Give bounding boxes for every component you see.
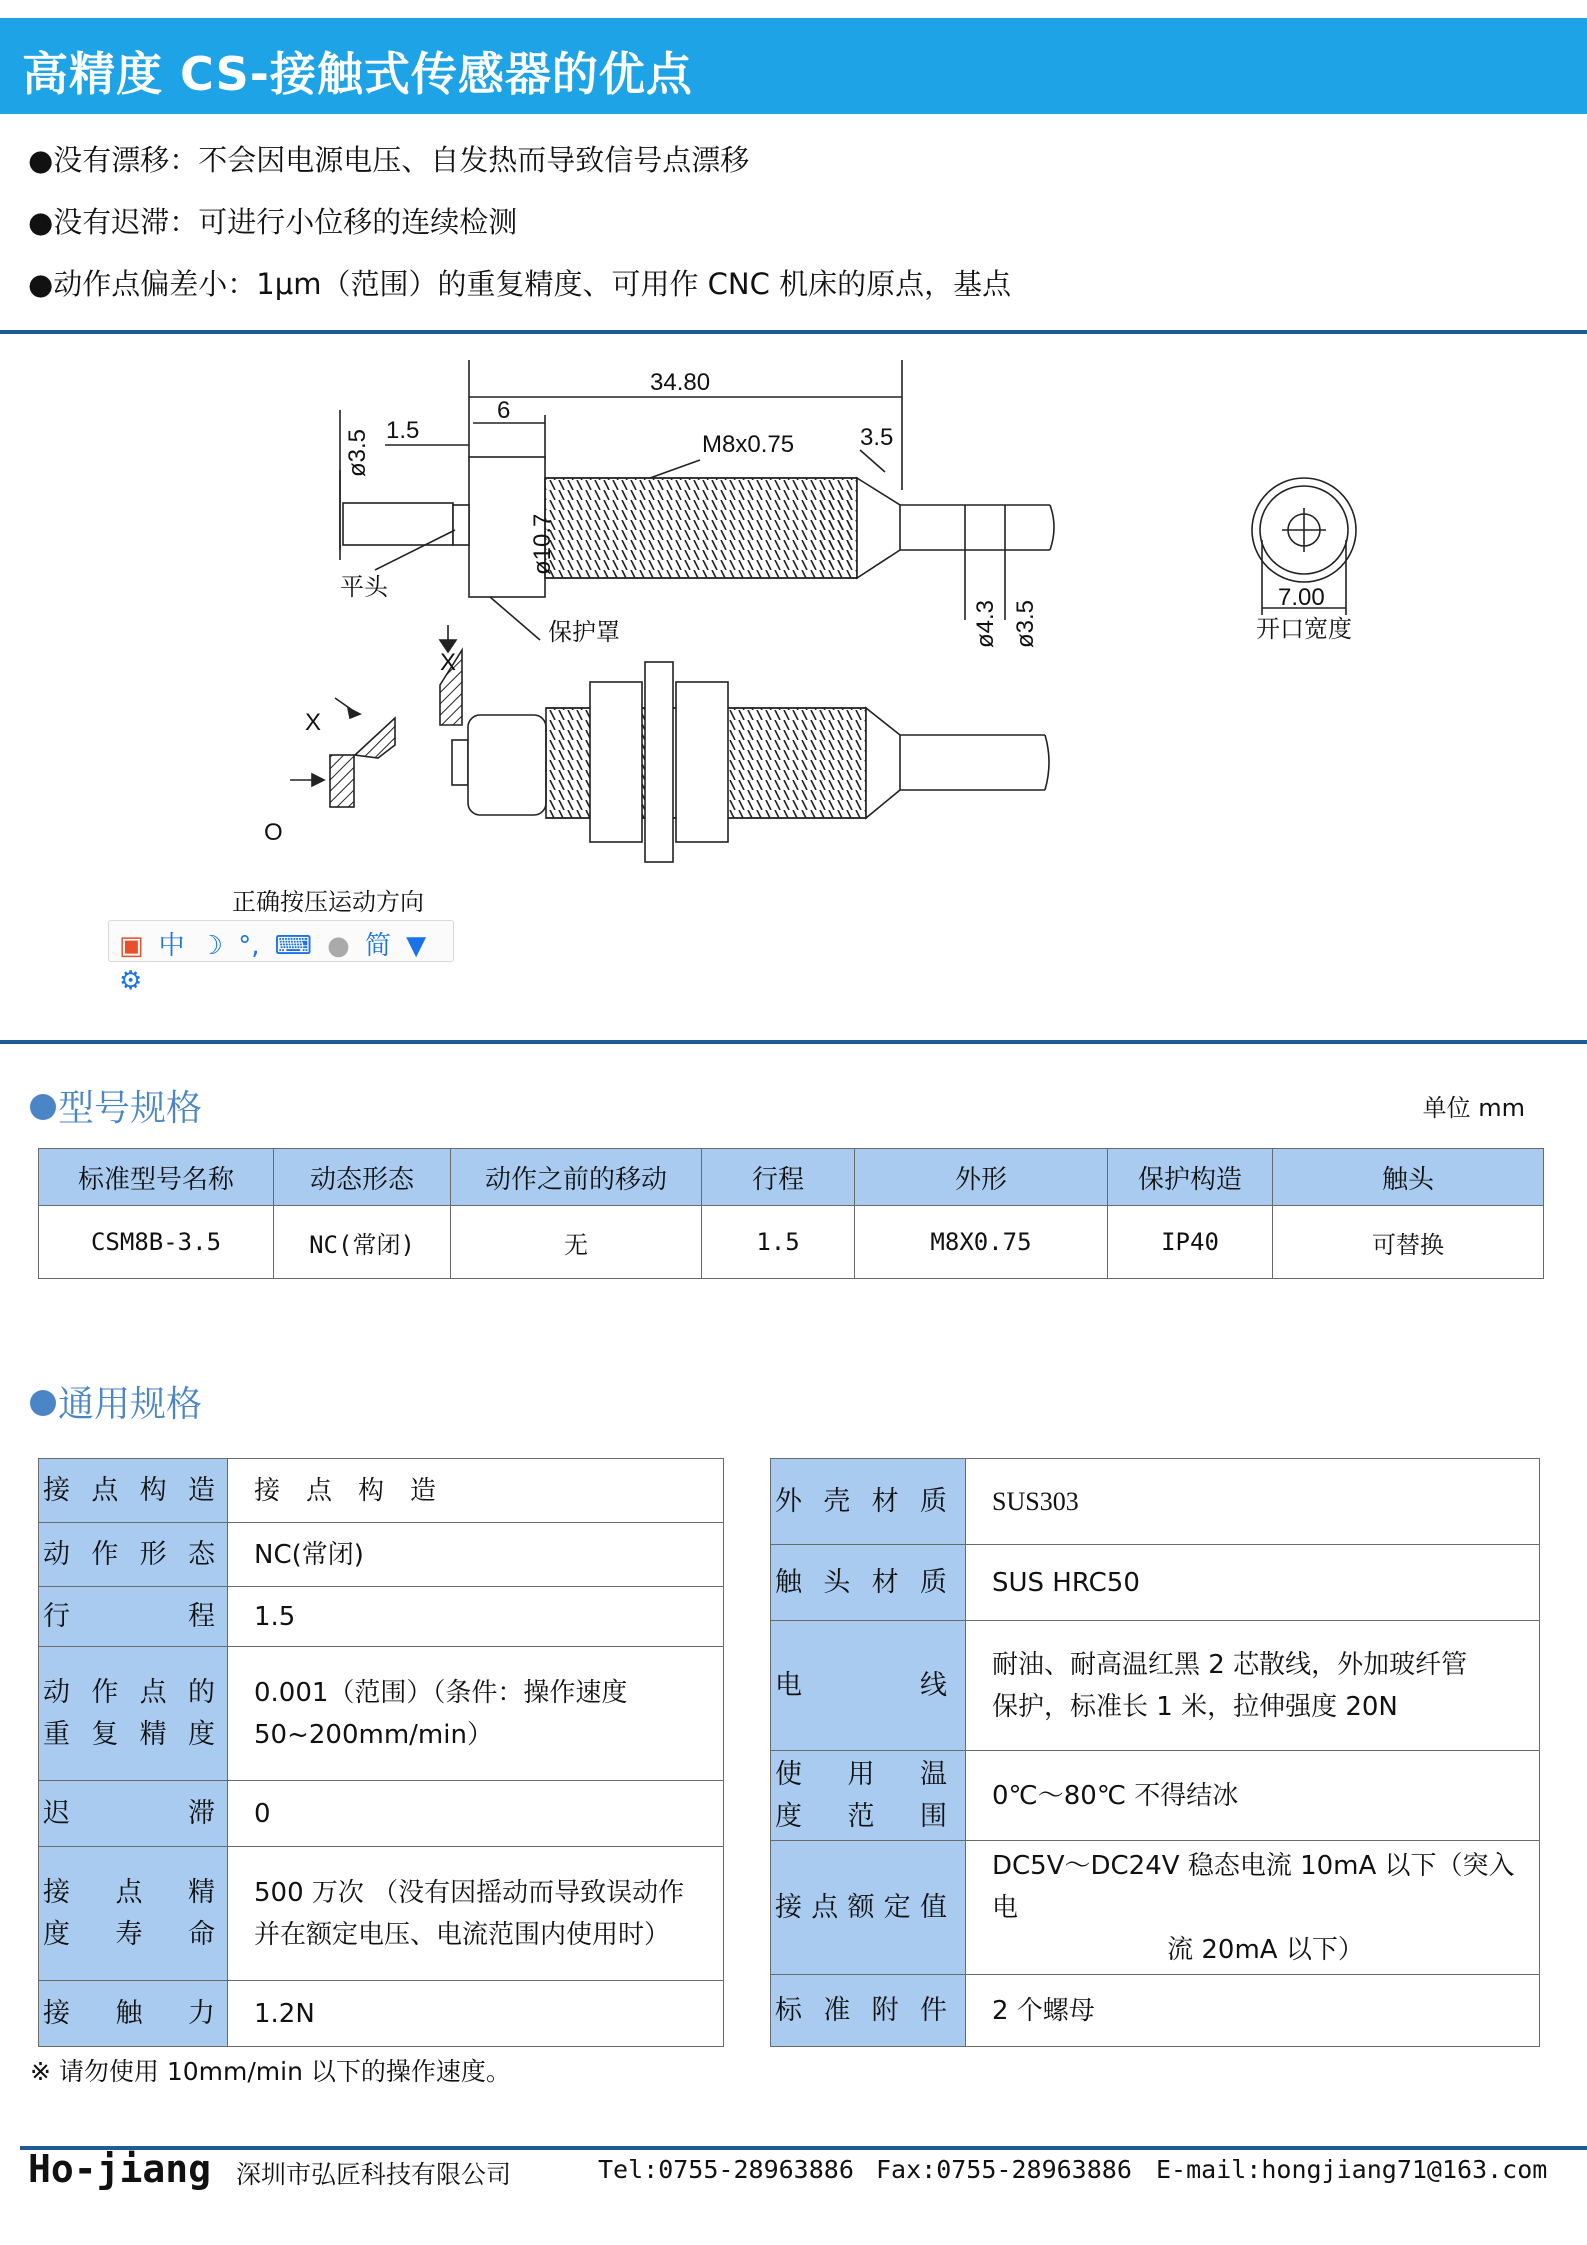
footer-divider	[20, 2146, 1587, 2150]
advantage-drift: ●没有漂移：不会因电源电压、自发热而导致信号点漂移	[28, 143, 750, 177]
spec-value: SUS303	[966, 1459, 1540, 1545]
cell-model-name: CSM8B-3.5	[39, 1206, 274, 1279]
spec-value: 耐油、耐高温红黑 2 芯散线，外加玻纤管	[992, 1649, 1468, 1680]
section-dot-icon	[30, 1390, 56, 1416]
spec-value: DC5V～DC24V 稳态电流 10mA 以下（突入电	[992, 1850, 1515, 1923]
spec-key: 标 准 附 件	[775, 1994, 947, 2026]
ime-toolbar[interactable]	[108, 920, 454, 996]
cell-shape: M8X0.75	[855, 1206, 1108, 1279]
company-name: 深圳市弘匠科技有限公司	[236, 2160, 512, 2189]
table-row	[39, 1459, 724, 1523]
ime-punct-icon[interactable]: °,	[238, 931, 260, 961]
dim-tip-dia: ø3.5	[344, 428, 371, 477]
col-shape: 外形	[855, 1149, 1108, 1206]
spec-key: 外 壳 材 质	[775, 1485, 947, 1517]
spec-value: 接 点 构 造	[228, 1459, 724, 1523]
table-row	[39, 1781, 724, 1847]
spec-value: 1.2N	[228, 1981, 724, 2047]
table-row	[39, 1847, 724, 1981]
footer-fax: Fax:0755-28963886	[876, 2155, 1132, 2184]
spec-key: 行 程	[43, 1600, 215, 1632]
ime-user-icon[interactable]: ●	[327, 931, 350, 961]
model-table-header	[39, 1149, 1544, 1206]
advantage-hysteresis: ●没有迟滞：可进行小位移的连续检测	[28, 205, 518, 239]
cell-pretravel: 无	[451, 1206, 702, 1279]
spec-key: 接 触 力	[43, 1997, 215, 2029]
spec-key: 触 头 材 质	[775, 1566, 947, 1598]
col-pretravel: 动作之前的移动	[451, 1149, 702, 1206]
section-dot-icon	[30, 1094, 56, 1120]
dim-thread: M8x0.75	[702, 431, 795, 458]
spec-key: 迟 滞	[43, 1797, 215, 1829]
footer-email: E-mail:hongjiang71@163.com	[1156, 2155, 1548, 2184]
table-row	[771, 1751, 1540, 1841]
label-opening: 开口宽度	[1256, 616, 1352, 643]
col-protection: 保护构造	[1108, 1149, 1273, 1206]
spec-key: 接 点 额 定 值	[775, 1891, 947, 1923]
table-row	[39, 1647, 724, 1781]
spec-value: 0	[228, 1781, 724, 1847]
model-table	[38, 1148, 1544, 1279]
ime-skin-icon[interactable]: ▼	[406, 931, 427, 961]
spec-key: 度 寿 命	[43, 1918, 215, 1950]
unit-label: 单位 mm	[1422, 1094, 1525, 1122]
brand-logo: Ho-jiang	[28, 2147, 212, 2191]
ime-gear-icon[interactable]: ⚙	[119, 966, 143, 996]
dim-taper: 3.5	[860, 424, 894, 451]
table-row	[39, 1523, 724, 1587]
ime-mode-icon[interactable]: ▣	[119, 931, 144, 961]
divider-top	[0, 330, 1587, 334]
general-spec-right	[770, 1458, 1540, 2047]
cell-protection: IP40	[1108, 1206, 1273, 1279]
label-cover: 保护罩	[548, 619, 620, 646]
col-action-form: 动态形态	[274, 1149, 451, 1206]
table-row	[39, 1981, 724, 2047]
table-row	[771, 1545, 1540, 1621]
dim-total: 34.80	[650, 369, 711, 396]
page-title: 高精度 CS-接触式传感器的优点	[22, 47, 693, 101]
spec-value: 流 20mA 以下）	[1167, 1934, 1364, 1965]
spec-value: SUS HRC50	[966, 1545, 1540, 1621]
usage-note: ※ 请勿使用 10mm/min 以下的操作速度。	[30, 2057, 511, 2086]
dim-collar-dia: ø10.7	[529, 513, 556, 575]
table-row	[39, 1206, 1544, 1279]
cell-action-form: NC(常闭)	[274, 1206, 451, 1279]
spec-value: 0.001（范围）（条件：操作速度	[254, 1677, 628, 1708]
divider-middle	[0, 1040, 1587, 1044]
dim-cable-dia1: ø4.3	[972, 599, 999, 648]
spec-value: NC(常闭)	[228, 1523, 724, 1587]
spec-value: 500 万次 （没有因摇动而导致误动作	[254, 1877, 685, 1908]
spec-value: 2 个螺母	[966, 1975, 1540, 2047]
spec-key: 动 作 点 的	[43, 1676, 215, 1708]
table-row	[771, 1841, 1540, 1975]
mark-x-top: X	[440, 649, 457, 676]
dim-tip: 1.5	[386, 417, 420, 444]
col-model-name: 标准型号名称	[39, 1149, 274, 1206]
cell-stroke: 1.5	[702, 1206, 855, 1279]
col-contact: 触头	[1273, 1149, 1544, 1206]
general-spec-left	[38, 1458, 724, 2047]
spec-key: 接 点 精	[43, 1876, 215, 1908]
dim-cable-dia2: ø3.5	[1012, 599, 1039, 648]
ime-keyboard-icon[interactable]: ⌨	[274, 931, 313, 961]
table-row	[771, 1975, 1540, 2047]
mark-o: O	[264, 819, 283, 846]
spec-key: 电 线	[775, 1669, 947, 1701]
mark-x-side: X	[305, 709, 322, 736]
label-direction: 正确按压运动方向	[232, 889, 424, 916]
advantage-precision: ●动作点偏差小：1μm（范围）的重复精度、可用作 CNC 机床的原点，基点	[28, 267, 1012, 301]
dim-opening: 7.00	[1278, 584, 1325, 611]
table-row	[39, 1587, 724, 1647]
ime-chinese[interactable]: 中	[158, 931, 185, 961]
model-section-title: 型号规格	[30, 1080, 202, 1131]
ime-simplified[interactable]: 简	[364, 931, 391, 961]
spec-value: 50~200mm/min）	[254, 1719, 493, 1750]
label-flat: 平头	[340, 574, 388, 601]
dim-head: 6	[497, 397, 511, 424]
spec-value: 1.5	[228, 1587, 724, 1647]
general-section-title: 通用规格	[30, 1376, 202, 1427]
cell-contact: 可替换	[1273, 1206, 1544, 1279]
spec-key: 接 点 构 造	[43, 1474, 215, 1506]
col-stroke: 行程	[702, 1149, 855, 1206]
spec-key: 重 复 精 度	[43, 1718, 215, 1750]
title-bar	[0, 18, 1587, 114]
table-row	[771, 1459, 1540, 1545]
spec-value: 0℃～80℃ 不得结冰	[966, 1751, 1540, 1841]
spec-value: 保护，标准长 1 米，拉伸强度 20N	[992, 1691, 1398, 1722]
ime-moon-icon[interactable]: ☽	[199, 931, 224, 961]
spec-value: 并在额定电压、电流范围内使用时）	[254, 1919, 671, 1950]
spec-key: 动 作 形 态	[43, 1538, 215, 1570]
spec-key: 使 用 温	[775, 1758, 947, 1790]
spec-key: 度 范 围	[775, 1800, 947, 1832]
footer-tel: Tel:0755-28963886	[598, 2155, 854, 2184]
table-row	[771, 1621, 1540, 1751]
